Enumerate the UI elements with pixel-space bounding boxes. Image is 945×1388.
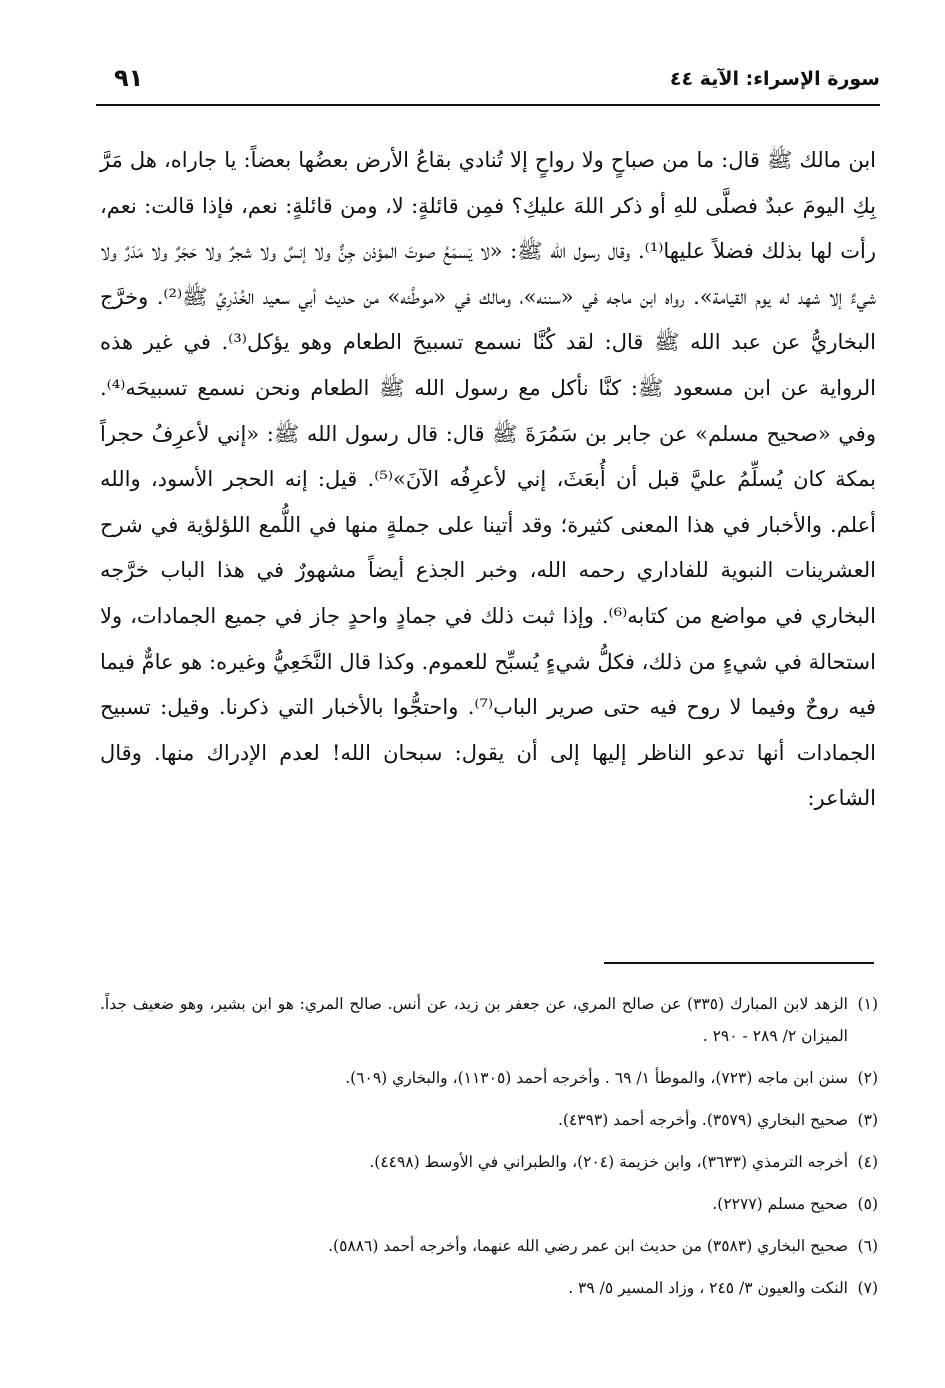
footnote-text: صحيح البخاري (٣٥٧٩). وأخرجه أحمد (٤٣٩٣).	[557, 1111, 848, 1129]
running-header	[96, 60, 880, 106]
footnote-2	[100, 1062, 878, 1094]
footnote-number: (٤)	[857, 1153, 878, 1171]
footnote-text: صحيح مسلم (٢٢٧٧).	[712, 1195, 848, 1213]
footnote-text: أخرجه الترمذي (٣٦٣٣)، وابن خزيمة (٢٠٤)، والطبراني في الأوسط (٤٤٩٨).	[369, 1153, 848, 1171]
footnote-text: النكت والعيون ٣/ ٢٤٥ ، وزاد المسير ٥/ ٣٩ .	[568, 1279, 848, 1297]
footnote-text: صحيح البخاري (٣٥٨٣) من حديث ابن عمر رضي الله عنهما، وأخرجه أحمد (٥٨٨٦).	[328, 1237, 848, 1255]
footnote-text: سنن ابن ماجه (٧٢٣)، والموطأ ١/ ٦٩ . وأخرجه أحمد (١١٣٠٥)، والبخاري (٦٠٩).	[345, 1069, 848, 1087]
footnote-text: الزهد لابن المبارك (٣٣٥) عن صالح المري، عن جعفر بن زيد، عن أنس. صالح المري: هو ابن بشير، وهو ضعيف جداً. الميزان ٢/ ٢٨٩ - ٢٩٠ .	[100, 995, 848, 1045]
footnote-7	[100, 1272, 878, 1304]
footnote-number: (٣)	[857, 1111, 878, 1129]
footnote-4	[100, 1146, 878, 1178]
footnote-number: (٢)	[857, 1069, 878, 1087]
main-text	[100, 138, 876, 822]
footnote-number: (٥)	[857, 1195, 878, 1213]
page-number: ٩١	[114, 64, 144, 92]
footnotes	[100, 988, 878, 1314]
footnote-5	[100, 1188, 878, 1220]
footnote-number: (١)	[857, 995, 878, 1013]
footnote-3	[100, 1104, 878, 1136]
main-paragraph: ابن مالك ﷺ قال: ما من صباحٍ ولا رواحٍ إلا تُنادي بقاعُ الأرض بعضُها بعضاً: يا جاراه، هل مَرَّ بِكِ اليومَ عبدٌ فصلَّى للهِ أو ذكر اللهَ عليكِ؟ فمِن قائلةٍ: لا، ومن قائلةٍ: نعم، فإذا قالت: نعم، رأت لها بذلك فضلاً عليها⁽¹⁾. وقال رسول الله ﷺ: «لا يَسمَعُ صوتَ المؤذن جِنٌّ ولا إنسٌ ولا شجرٌ ولا حَجَرٌ ولا مَدَرٌ ولا شيءٌ إلا شهد له يوم القيامة». رواه ابن ماجه في «سننه»، ومالك في «موطَّئه» من حديث أبي سعيد الخُدْرِيِّ ﷺ⁽²⁾. وخرَّج البخاريُّ عن عبد الله ﷺ قال: لقد كُنَّا نسمع تسبيحَ الطعام وهو يؤكل⁽³⁾. في غير هذه الرواية عن ابن مسعود ﷺ: كنَّا نأكل مع رسول الله ﷺ الطعام ونحن نسمع تسبيحَه⁽⁴⁾. وفي «صحيح مسلم» عن جابر بن سَمُرَةَ ﷺ قال: قال رسول الله ﷺ: «إني لأعرِفُ حجراً بمكة كان يُسلِّمُ عليَّ قبل أن أُبعَثَ، إني لأعرِفُه الآنَ»⁽⁵⁾. قيل: إنه الحجر الأسود، والله أعلم. والأخبار في هذا المعنى كثيرة؛ وقد أتينا على جملةٍ منها في اللُّمع اللؤلؤية في شرح العشرينات النبوية للفاداري رحمه الله، وخبر الجذع أيضاً مشهورٌ في هذا الباب خرَّجه البخاري في مواضع من كتابه⁽⁶⁾. وإذا ثبت ذلك في جمادٍ واحدٍ جاز في جميع الجمادات، ولا استحالة في شيءٍ من ذلك، فكلُّ شيءٍ يُسبِّح للعموم. وكذا قال النَّخَعِيُّ وغيره: هو عامٌّ فيما فيه روحٌ وفيما لا روح فيه حتى صرير الباب⁽⁷⁾. واحتجُّوا بالأخبار التي ذكرنا. وقيل: تسبيح الجمادات أنها تدعو الناظر إليها إلى أن يقول: سبحان الله! لعدم الإدراك منها. وقال الشاعر:	[100, 148, 877, 811]
footnote-number: (٧)	[857, 1279, 878, 1297]
footnote-number: (٦)	[857, 1237, 878, 1255]
footnote-separator	[604, 962, 874, 964]
footnote-6	[100, 1230, 878, 1262]
footnote-1	[100, 988, 878, 1052]
chapter-title: سورة الإسراء: الآية ٤٤	[669, 68, 880, 90]
